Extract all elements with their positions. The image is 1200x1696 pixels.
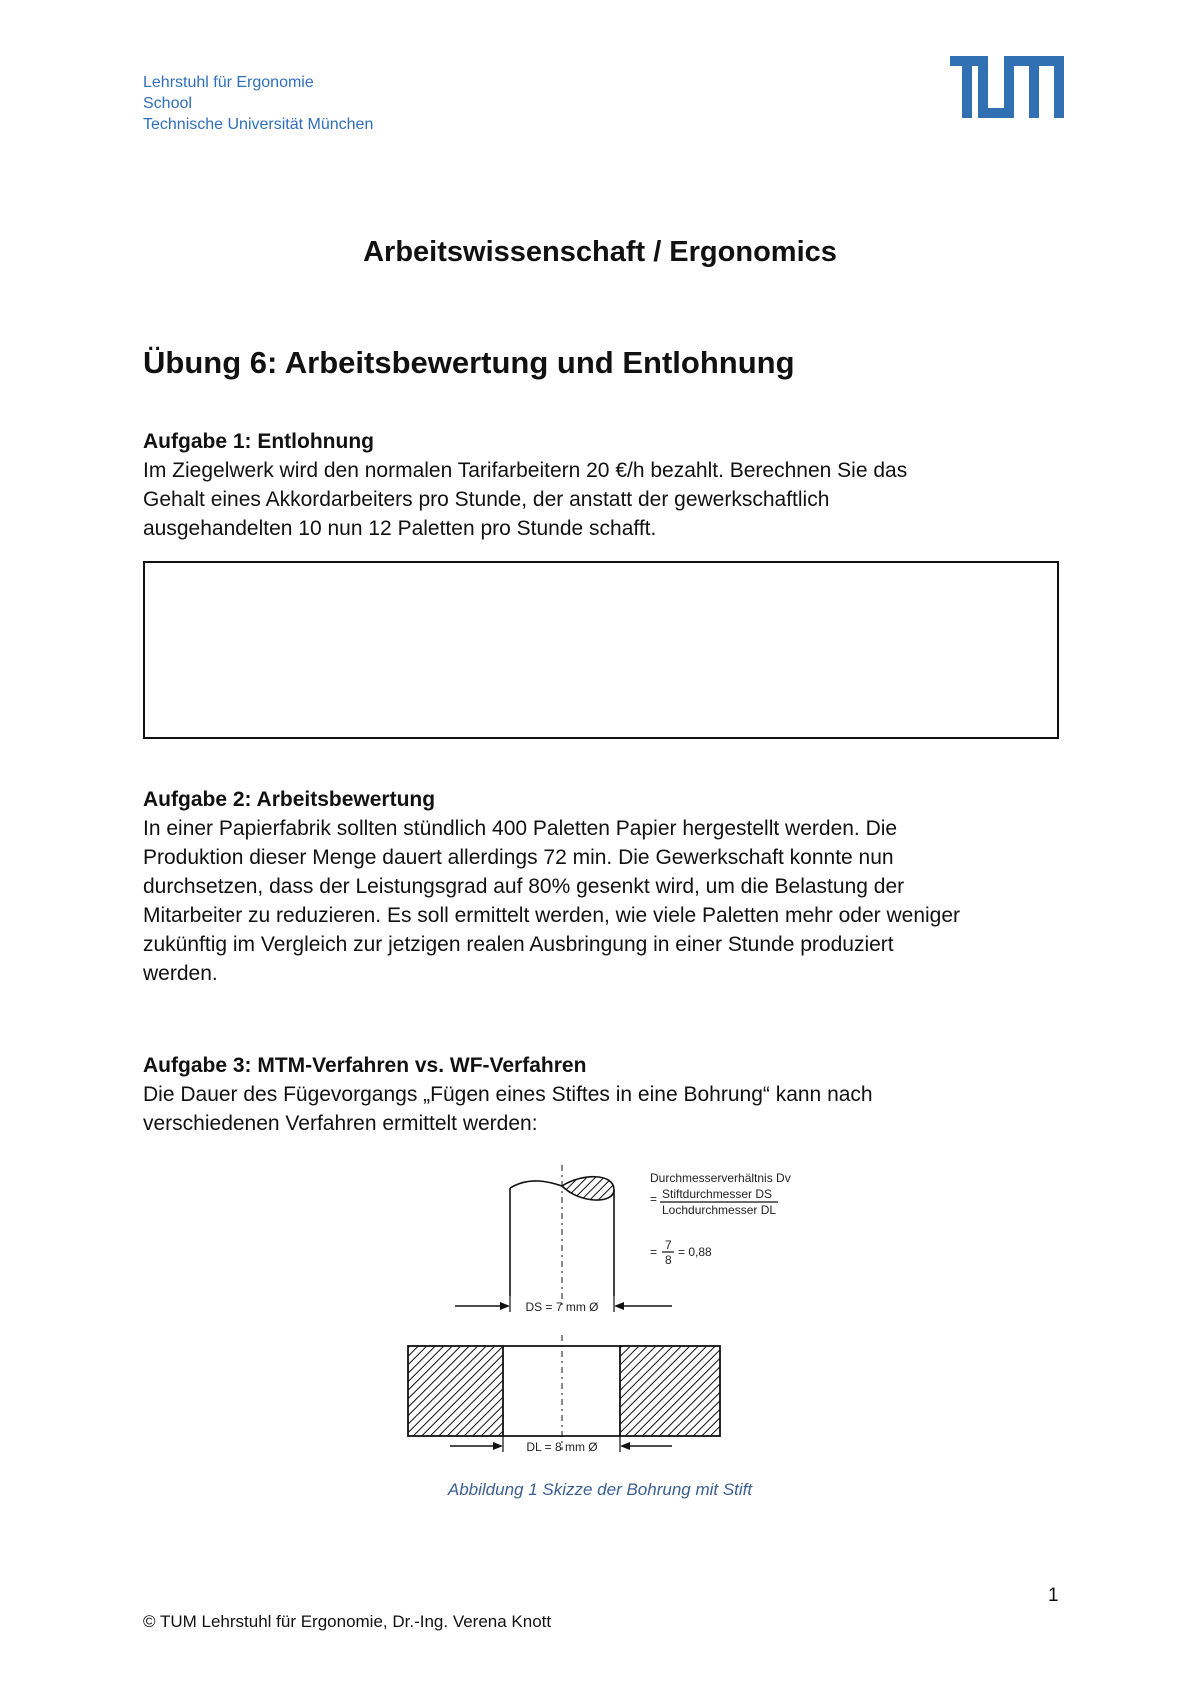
ds-label: DS = 7 mm Ø — [525, 1300, 599, 1314]
bore-block — [408, 1335, 720, 1450]
task-3 — [143, 1051, 1073, 1138]
task-1 — [143, 427, 1073, 543]
ratio-result: = 0,88 — [678, 1245, 712, 1259]
ratio-eq: = — [650, 1192, 658, 1206]
task-2-heading: Aufgabe 2: Arbeitsbewertung — [143, 788, 436, 811]
dl-label: DL = 8 mm Ø — [526, 1440, 598, 1454]
task-1-line: ausgehandelten 10 nun 12 Paletten pro Stunde schafft. — [143, 517, 657, 540]
figure-caption: Abbildung 1 Skizze der Bohrung mit Stift — [447, 1480, 753, 1499]
tum-logo — [950, 56, 1064, 118]
ds-dimension — [455, 1296, 672, 1314]
pin-shape — [510, 1165, 614, 1305]
ratio-fraction-num: 7 — [665, 1238, 672, 1252]
task-3-line: verschiedenen Verfahren ermittelt werden: — [143, 1112, 538, 1135]
task-2-line: In einer Papierfabrik sollten stündlich 400 Paletten Papier hergestellt werden. Die — [143, 817, 898, 840]
task-2-line: Produktion dieser Menge dauert allerdings 72 min. Die Gewerkschaft konnte nun — [143, 846, 894, 869]
ratio-numerator: Stiftdurchmesser DS — [662, 1187, 773, 1201]
institution-line-university: Technische Universität München — [143, 116, 374, 133]
task-2-line: werden. — [143, 962, 218, 985]
task-3-heading: Aufgabe 3: MTM-Verfahren vs. WF-Verfahren — [143, 1054, 587, 1077]
task-1-heading: Aufgabe 1: Entlohnung — [143, 430, 374, 453]
institution-block — [143, 72, 373, 135]
ratio-annotation — [650, 1171, 791, 1267]
page-number: 1 — [1048, 1585, 1059, 1606]
task-2 — [143, 785, 1073, 988]
footer-copyright: © TUM Lehrstuhl für Ergonomie, Dr.-Ing. Verena Knott — [143, 1612, 552, 1631]
task-2-line: Mitarbeiter zu reduzieren. Es soll ermittelt werden, wie viele Paletten mehr oder weniger — [143, 904, 961, 927]
task-2-line: durchsetzen, dass der Leistungsgrad auf 80% gesenkt wird, um die Belastung der — [143, 875, 905, 898]
institution-line-chair: Lehrstuhl für Ergonomie — [143, 74, 314, 91]
dl-dimension — [450, 1436, 672, 1454]
document-title: Arbeitswissenschaft / Ergonomics — [363, 236, 837, 268]
institution-line-school: School — [143, 95, 192, 112]
answer-box[interactable] — [143, 561, 1059, 739]
pin-bore-diagram — [400, 1160, 820, 1460]
ratio-denominator: Lochdurchmesser DL — [662, 1203, 777, 1217]
task-1-line: Im Ziegelwerk wird den normalen Tarifarbeitern 20 €/h bezahlt. Berechnen Sie das — [143, 459, 908, 482]
exercise-title: Übung 6: Arbeitsbewertung und Entlohnung — [143, 345, 795, 380]
ratio-fraction-den: 8 — [665, 1253, 672, 1267]
task-3-line: Die Dauer des Fügevorgangs „Fügen eines Stiftes in eine Bohrung“ kann nach — [143, 1083, 873, 1106]
task-2-line: zukünftig im Vergleich zur jetzigen realen Ausbringung in einer Stunde produziert — [143, 933, 894, 956]
task-1-line: Gehalt eines Akkordarbeiters pro Stunde, der anstatt der gewerkschaftlich — [143, 488, 830, 511]
ratio-title: Durchmesserverhältnis Dv — [650, 1171, 791, 1185]
ratio-eq-2: = — [650, 1245, 658, 1259]
